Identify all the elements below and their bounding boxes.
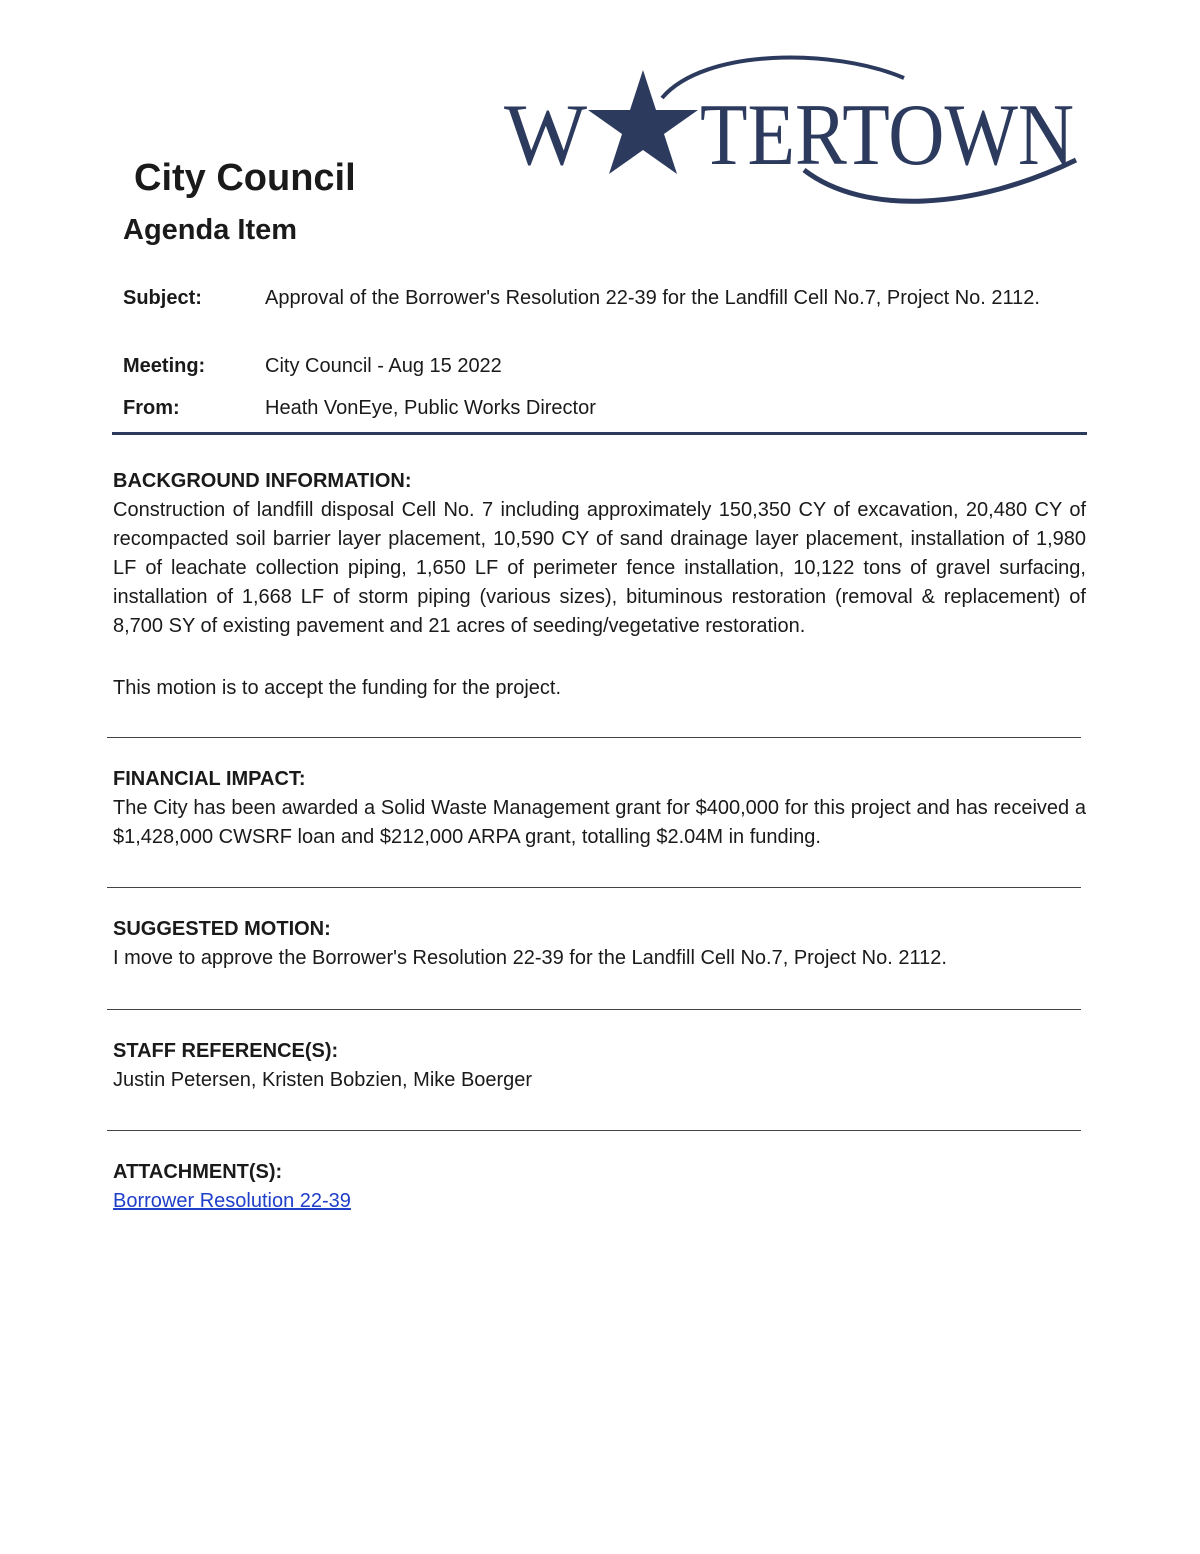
page-subtitle: Agenda Item [123,214,298,246]
logo-text-left: W [504,87,588,184]
financial-heading: FINANCIAL IMPACT: [113,768,306,790]
section-divider [107,1130,1081,1131]
background-paragraph: Construction of landfill disposal Cell No. 7 including approximately 150,350 CY of excavation, 20,480 CY of recompacted soil barrier layer placement, 10,590 CY of sand drainage layer placement, installation of 1,980 LF of leachate collection piping, 1,650 LF of perimeter fence installation, 10,122 tons of gravel surfacing, installation of 1,668 LF of storm piping (various sizes), bituminous restoration (removal & replacement) of 8,700 SY of existing pavement and 21 acres of seeding/vegetative restoration. [113,499,1086,637]
section-divider [107,1009,1081,1010]
background-motion-note: This motion is to accept the funding for the project. [113,677,562,699]
financial-section [113,764,1086,852]
from-value: Heath VonEye, Public Works Director [265,397,596,419]
attachments-heading: ATTACHMENT(S): [113,1161,283,1183]
subject-label: Subject: [123,287,202,309]
motion-heading: SUGGESTED MOTION: [113,918,331,940]
watertown-logo [504,52,1084,216]
background-section [113,466,1086,703]
subject-value: Approval of the Borrower's Resolution 22-39 for the Landfill Cell No.7, Project No. 2112. [265,287,1040,309]
motion-text: I move to approve the Borrower's Resolution 22-39 for the Landfill Cell No.7, Project No. 2112. [113,947,947,969]
staff-heading: STAFF REFERENCE(S): [113,1040,339,1062]
agenda-meta [123,284,1063,424]
from-label: From: [123,397,180,419]
background-heading: BACKGROUND INFORMATION: [113,470,412,492]
page-title: City Council [134,157,356,199]
attachments-section [113,1157,1086,1216]
section-divider [107,737,1081,738]
meeting-label: Meeting: [123,355,206,377]
staff-text: Justin Petersen, Kristen Bobzien, Mike Boerger [113,1069,533,1091]
motion-section [113,914,1086,973]
section-divider [107,887,1081,888]
financial-text: The City has been awarded a Solid Waste Management grant for $400,000 for this project and has received a $1,428,000 CWSRF loan and $212,000 ARPA grant, totalling $2.04M in funding. [113,797,1086,848]
logo-text-right: TERTOWN [700,87,1074,184]
star-icon [588,70,698,174]
meeting-row [123,352,1063,394]
header-divider [112,432,1087,435]
attachment-link[interactable]: Borrower Resolution 22-39 [113,1190,351,1212]
meeting-value: City Council - Aug 15 2022 [265,355,502,377]
from-row [123,394,1063,424]
subject-row [123,284,1063,352]
staff-section [113,1036,1086,1095]
